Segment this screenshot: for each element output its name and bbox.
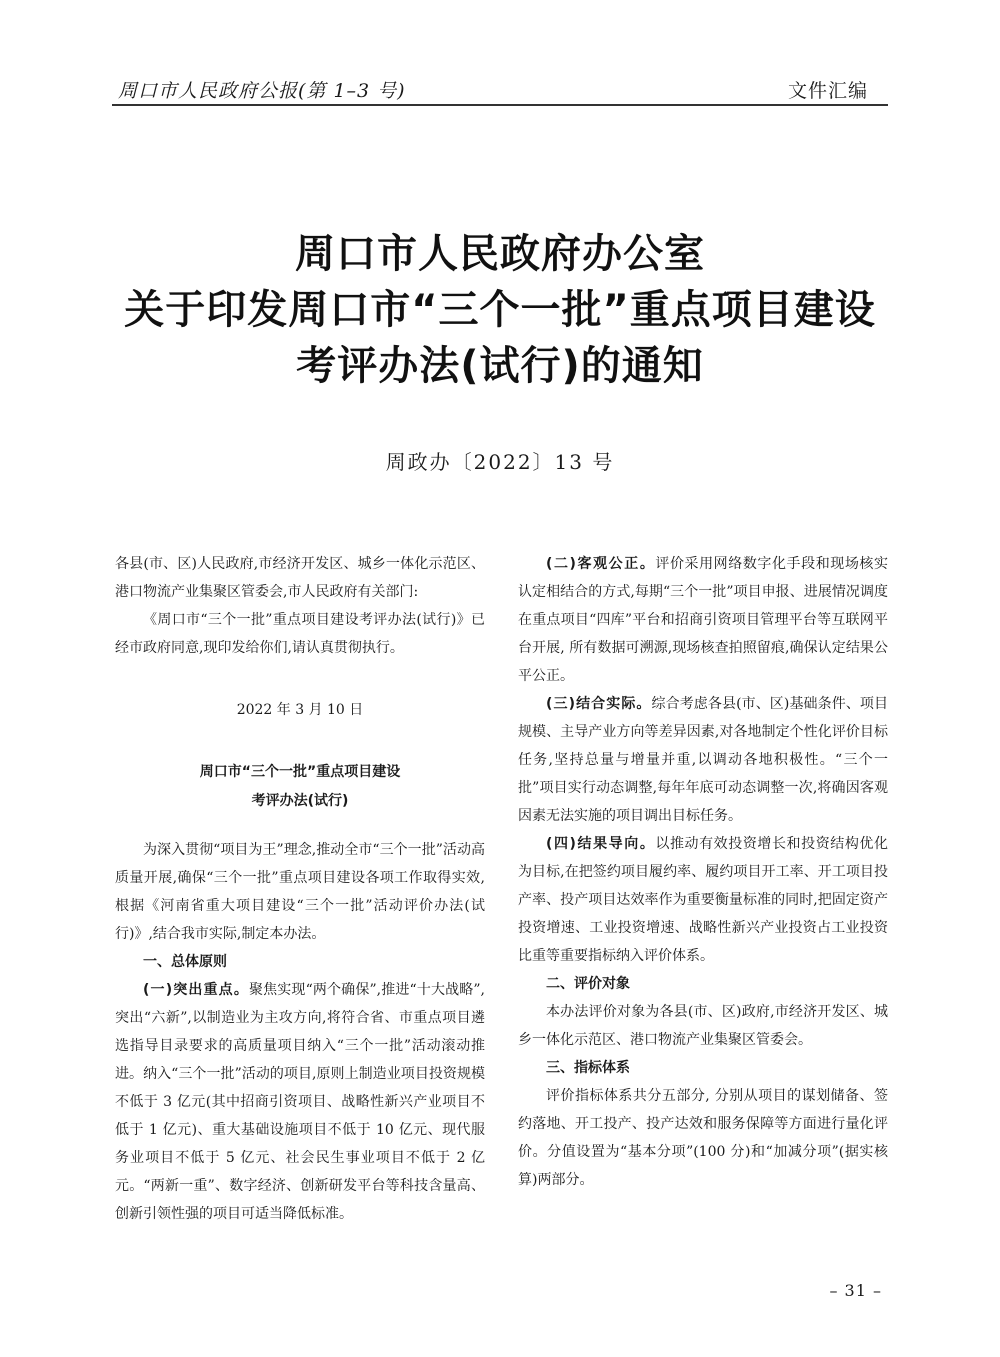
paragraph-label: (二)客观公正。: [546, 556, 656, 572]
section-1-paragraph-2: [518, 550, 888, 690]
paragraph-text: 评价采用网络数字化手段和现场核实认定相结合的方式,每期“三个一批”项目申报、进展情况调度在重点项目“四库”平台和招商引资项目管理平台等互联网平台开展, 所有数据可溯源,现场核查拍照留痕,确保认定结果公平公正。: [518, 556, 889, 684]
title-line-1: 周口市人民政府办公室: [295, 231, 705, 277]
title-line-2: 关于印发周口市“三个一批”重点项目建设: [124, 287, 876, 333]
notice-recipients: 各县(市、区)人民政府,市经济开发区、城乡一体化示范区、港口物流产业集聚区管委会,市人民政府有关部门:: [115, 556, 485, 600]
attachment-title-line-2: 考评办法(试行): [251, 793, 349, 809]
section-1-heading: 一、总体原则: [143, 954, 227, 970]
notice-body: 《周口市“三个一批”重点项目建设考评办法(试行)》已经市政府同意,现印发给你们,请认真贯彻执行。: [115, 612, 485, 656]
paragraph-label: (一)突出重点。: [143, 982, 249, 998]
section-3-text: 评价指标体系共分五部分, 分别从项目的谋划储备、签约落地、开工投产、投产达效和服务保障等方面进行量化评价。分值设置为“基本分项”(100 分)和“加减分项”(据实核算)两部分。: [518, 1088, 888, 1188]
section-1-paragraph-3: [518, 690, 888, 830]
title-line-3: 考评办法(试行)的通知: [296, 343, 704, 389]
section-2-heading: 二、评价对象: [546, 976, 630, 992]
paragraph-text: 综合考虑各县(市、区)基础条件、项目规模、主导产业方向等差异因素,对各地制定个性化评价目标任务,坚持总量与增量并重,以调动各地积极性。“三个一批”项目实行动态调整,每年年底可动态调整一次,将确因客观因素无法实施的项目调出目标任务。: [518, 696, 888, 824]
page-number: – 31 –: [829, 1281, 882, 1300]
paragraph-label: (三)结合实际。: [546, 696, 652, 712]
section-2-text: 本办法评价对象为各县(市、区)政府,市经济开发区、城乡一体化示范区、港口物流产业集聚区管委会。: [518, 1004, 888, 1048]
section-1-paragraph-1: [115, 976, 485, 1228]
section-1-paragraph-4: [518, 830, 888, 970]
paragraph-label: (四)结果导向。: [546, 836, 656, 852]
section-name: 文件汇编: [787, 80, 868, 102]
publication-name: 周口市人民政府公报(第 1–3 号): [118, 80, 406, 102]
attachment-title-line-1: 周口市“三个一批”重点项目建设: [199, 764, 401, 780]
document-title: [100, 226, 900, 394]
section-3-heading: 三、指标体系: [546, 1060, 630, 1076]
notice-date: 2022 年 3 月 10 日: [236, 702, 364, 718]
attachment-intro: 为深入贯彻“项目为王”理念,推动全市“三个一批”活动高质量开展,确保“三个一批”重点项目建设各项工作取得实效,根据《河南省重大项目建设“三个一批”活动评价办法(试行)》,结合我市实际,制定本办法。: [115, 842, 485, 942]
left-column: [115, 550, 485, 1228]
document-number: 周政办〔2022〕13 号: [385, 450, 615, 474]
paragraph-text: 以推动有效投资增长和投资结构优化为目标,在把签约项目履约率、履约项目开工率、开工项目投产率、投产项目达效率作为重要衡量标准的同时,把固定资产投资增速、工业投资增速、战略性新兴产业投资占工业投资比重等重要指标纳入评价体系。: [518, 836, 889, 964]
header-divider: [112, 104, 888, 106]
right-column: [518, 550, 888, 1194]
paragraph-text: 聚焦实现“两个确保”,推进“十大战略”,突出“六新”,以制造业为主攻方向,将符合省、市重点项目遴选指导目录要求的高质量项目纳入“三个一批”活动滚动推进。纳入“三个一批”活动的项目,原则上制造业项目投资规模不低于 3 亿元(其中招商引资项目、战略性新兴产业项目不低于 1 亿元)、重大基础设施项目不低于 10 亿元、现代服务业项目不低于 5 亿元、社会民生事业项目不低于 2 亿元。“两新一重”、数字经济、创新研发平台等科技含量高、创新引领性强的项目可适当降低标准。: [115, 982, 486, 1222]
